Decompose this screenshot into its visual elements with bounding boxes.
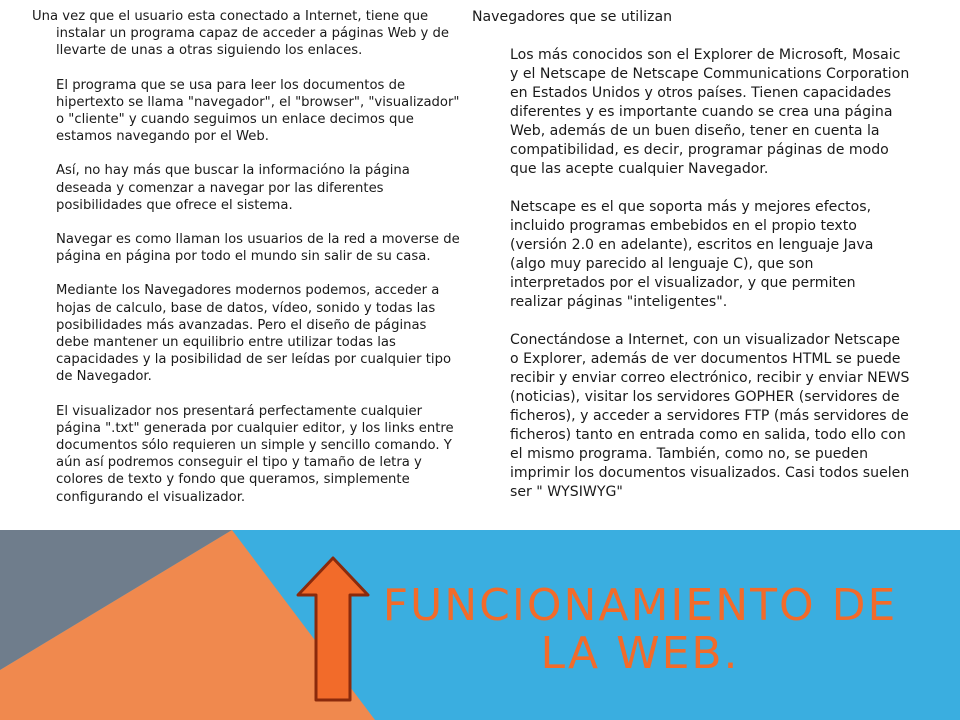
right-paragraph-1: Los más conocidos son el Explorer de Microsoft, Mosaic y el Netscape de Netscape Communications Corporation en Estados Unidos y otros países. Tienen capacidades diferentes y es importante cuando se crea una página Web, además de un buen diseño, tener en cuenta la compatibilidad, es decir, programar páginas de modo que las acepte cualquier Navegador. <box>510 47 910 177</box>
right-column-heading: Navegadores que se utilizan <box>472 9 673 25</box>
left-paragraph-2: El programa que se usa para leer los documentos de hipertexto se llama "navegador", el "browser", "visualizador" o "cliente" y cuando seguimos un enlace decimos que estamos navegando por el Web. <box>56 77 460 145</box>
left-paragraph-3: Así, no hay más que buscar la informacióno la página deseada y comenzar a navegar por las diferentes posibilidades que ofrece el sistema. <box>56 163 410 213</box>
left-paragraph-1: Una vez que el usuario esta conectado a Internet, tiene que instalar un programa capaz de acceder a páginas Web y de llevarte de unas a otras siguiendo los enlaces. <box>32 9 450 59</box>
right-paragraph-3: Conectándose a Internet, con un visualizador Netscape o Explorer, además de ver documentos HTML se puede recibir y enviar correo electrónico, recibir y enviar NEWS (noticias), visitar los servidores GOPHER (servidores de ficheros), y acceder a servidores FTP (más servidores de ficheros) tanto en entrada como en salida, todo ello con el mismo programa. También, como no, se pueden imprimir los documentos visualizados. Casi todos suelen ser " WYSIWYG" <box>510 332 910 500</box>
left-paragraph-6: El visualizador nos presentará perfectamente cualquier página ".txt" generada por cualquier editor, y los links entre documentos sólo requieren un simple y sencillo comando. Y aún así podremos conseguir el tipo y tamaño de letra y colores de texto y fondo que queramos, simplemente configurando el visualizador. <box>56 403 454 505</box>
right-text-column <box>472 8 912 521</box>
left-text-column <box>32 8 460 523</box>
left-paragraph-5: Mediante los Navegadores modernos podemos, acceder a hojas de calculo, base de datos, vídeo, sonido y todas las posibilidades más avanzadas. Pero el diseño de páginas debe mantener un equilibrio entre utilizar todas las capacidades y la posibilidad de ser leídas por cualquier tipo de Navegador. <box>56 283 452 385</box>
right-paragraph-2: Netscape es el que soporta más y mejores efectos, incluido programas embebidos en el propio texto (versión 2.0 en adelante), escritos en lenguaje Java (algo muy parecido al lenguaje C), que son interpretados por el visualizador, y que permiten realizar páginas "inteligentes". <box>510 199 874 310</box>
slide-title-line-1: FUNCIONAMIENTO DE <box>382 580 898 631</box>
slide-title-line-2: LA WEB. <box>540 628 740 679</box>
slide-title <box>360 582 920 678</box>
left-paragraph-4: Navegar es como llaman los usuarios de la red a moverse de página en página por todo el mundo sin salir de su casa. <box>56 232 460 265</box>
